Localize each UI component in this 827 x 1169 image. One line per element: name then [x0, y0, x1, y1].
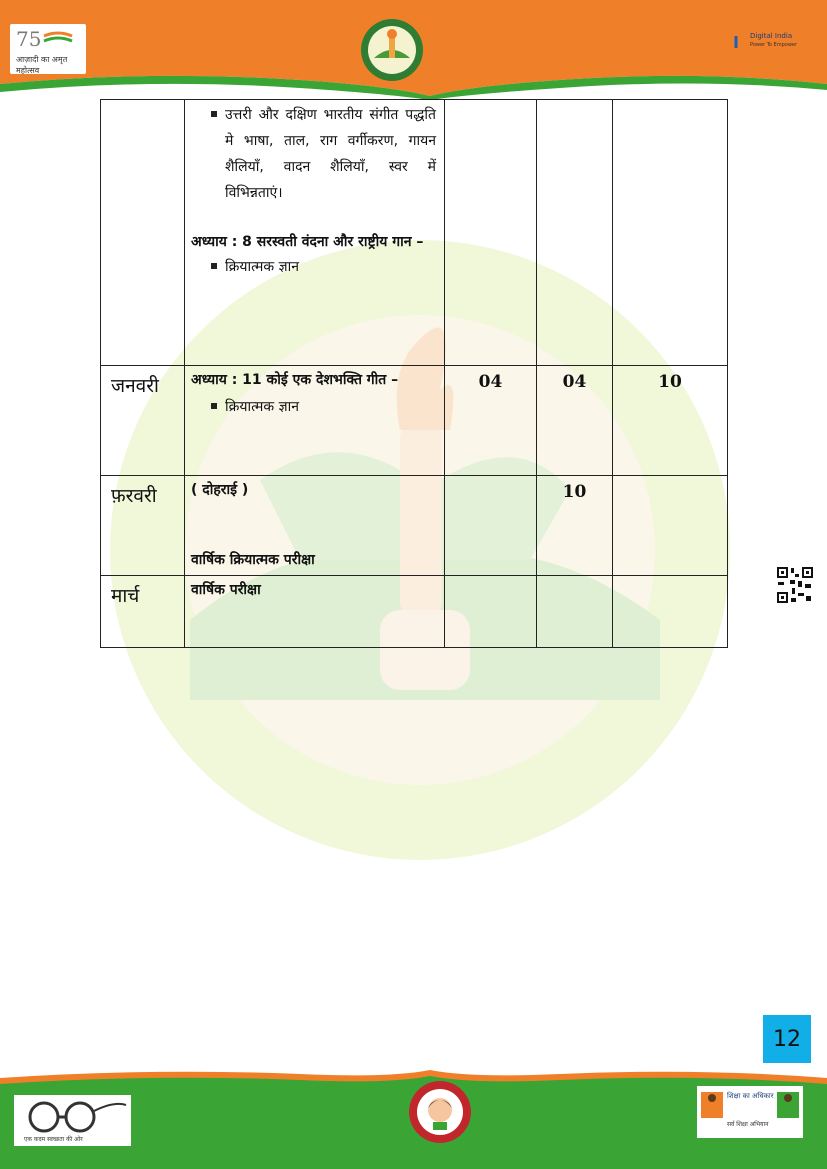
swachh-caption: एक कदम स्वच्छता की ओर — [24, 1136, 83, 1143]
syllabus-table — [100, 99, 728, 648]
azadi-logo — [10, 24, 86, 74]
bullet-item: क्रियात्मक ज्ञान — [225, 254, 436, 280]
azadi-text: आज़ादी का अमृत महोत्सव — [16, 55, 68, 75]
month-cell: जनवरी — [101, 366, 185, 476]
value-cell-1 — [445, 576, 537, 648]
month-cell: फ़रवरी — [101, 476, 185, 576]
swachh-bharat-logo — [14, 1095, 131, 1146]
chapter-heading: वार्षिक क्रियात्मक परीक्षा — [191, 552, 315, 568]
month-cell — [101, 100, 185, 366]
chapter-heading: वार्षिक परीक्षा — [191, 582, 261, 598]
qr-code-icon[interactable] — [776, 566, 814, 604]
table-row — [101, 366, 728, 476]
value-cell-1 — [445, 100, 537, 366]
chapter-heading: अध्याय : 8 सरस्वती वंदना और राष्ट्रीय गान – — [191, 234, 424, 250]
topic-cell — [185, 576, 445, 648]
table-row — [101, 476, 728, 576]
page-number-badge: 12 — [763, 1015, 811, 1063]
digital-india-logo — [726, 24, 800, 58]
value-cell-2: 10 — [537, 476, 613, 576]
digital-sub: Power To Empower — [750, 42, 798, 48]
value-cell-3 — [613, 576, 728, 648]
bullet-item: उत्तरी और दक्षिण भारतीय संगीत पद्धति मे भाषा, ताल, राग वर्गीकरण, गायन शैलियाँ, वादन शैलियाँ, स्वर में विभिन्नताएं। — [225, 102, 436, 206]
value-cell-3 — [613, 476, 728, 576]
bullet-item: क्रियात्मक ज्ञान — [225, 394, 436, 420]
svg-text:75: 75 — [16, 27, 42, 51]
value-cell-3 — [613, 100, 728, 366]
haryana-vidyalaya-shiksha-board-seal-icon — [360, 18, 424, 82]
value-cell-2 — [537, 576, 613, 648]
chapter-heading: अध्याय : 11 कोई एक देशभक्ति गीत – — [191, 372, 399, 388]
table-row — [101, 100, 728, 366]
topic-cell — [185, 366, 445, 476]
topic-cell — [185, 100, 445, 366]
topic-cell — [185, 476, 445, 576]
digital-text: Digital India — [750, 32, 793, 40]
table-row — [101, 576, 728, 648]
chapter-heading: ( दोहराई ) — [191, 482, 249, 498]
value-cell-2 — [537, 100, 613, 366]
month-cell: मार्च — [101, 576, 185, 648]
value-cell-1: 04 — [445, 366, 537, 476]
value-cell-1 — [445, 476, 537, 576]
beti-bachao-beti-padhao-logo-icon — [408, 1080, 472, 1144]
value-cell-2: 04 — [537, 366, 613, 476]
rte-sub: सर्व शिक्षा अभियान — [727, 1121, 769, 1128]
rte-title: शिक्षा का अधिकार — [727, 1092, 774, 1100]
value-cell-3: 10 — [613, 366, 728, 476]
shiksha-ka-adhikar-logo — [697, 1086, 803, 1138]
